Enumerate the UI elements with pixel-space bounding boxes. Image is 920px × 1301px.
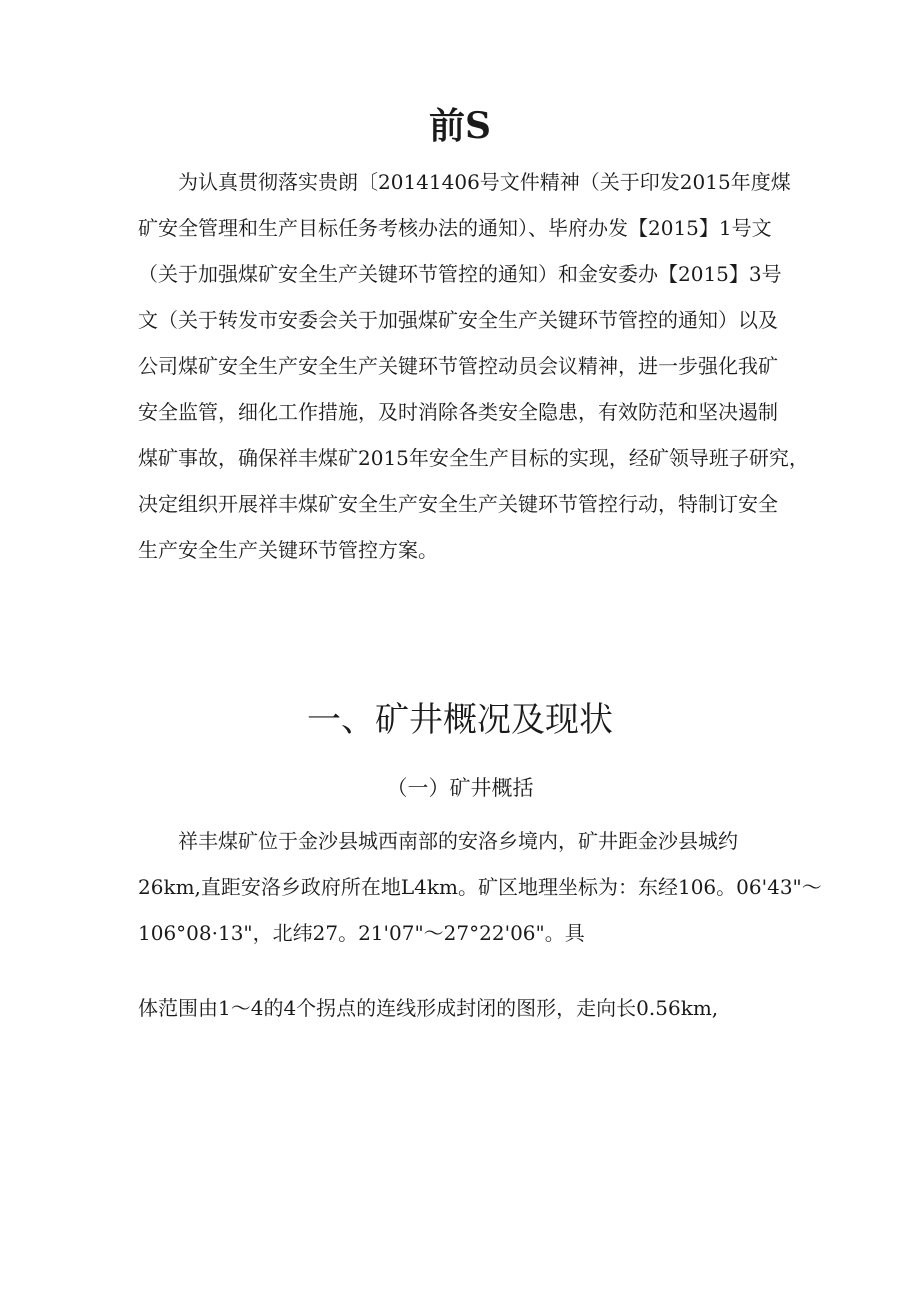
preface-line: 文（关于转发市安委会关于加强煤矿安全生产关键环节管控的通知）以及 — [138, 308, 778, 332]
preface-line: 安全监管，细化工作措施，及时消除各类安全隐患，有效防范和坚决遏制 — [138, 400, 778, 424]
overview-paragraph — [138, 818, 822, 956]
preface-line: 生产安全生产关键环节管控方案。 — [138, 538, 438, 562]
preface-line: 公司煤矿安全生产安全生产关键环节管控动员会议精神，进一步强化我矿 — [138, 354, 778, 378]
overview-line: 106°08·13"，北纬27。21'07"～27°22'06"。具 — [138, 921, 585, 945]
sub-heading: （一）矿井概括 — [386, 776, 534, 800]
overview-continuation-line: 体范围由1～4的4个拐点的连线形成封闭的图形，走向长0.56km, — [138, 996, 719, 1020]
preface-line: 矿安全管理和生产目标任务考核办法的通知）、毕府办发【2015】1号文 — [138, 216, 772, 240]
overview-line: 祥丰煤矿位于金沙县城西南部的安洛乡境内，矿井距金沙县城约 — [138, 829, 738, 853]
preface-paragraph — [138, 159, 809, 573]
preface-line: 为认真贯彻落实贵朗〔20141406号文件精神（关于印发2015年度煤 — [138, 170, 791, 194]
preface-line: （关于加强煤矿安全生产关键环节管控的通知）和金安委办【2015】3号 — [138, 262, 782, 286]
section-heading: 一、矿井概况及现状 — [307, 700, 613, 740]
preface-line: 决定组织开展祥丰煤矿安全生产安全生产关键环节管控行动，特制订安全 — [138, 492, 778, 516]
overview-line: 26km,直距安洛乡政府所在地L4km。矿区地理坐标为：东经106。06'43"～ — [138, 875, 822, 899]
page-title: 前S — [429, 105, 491, 147]
preface-line: 煤矿事故，确保祥丰煤矿2015年安全生产目标的实现，经矿领导班子研究， — [138, 446, 809, 470]
